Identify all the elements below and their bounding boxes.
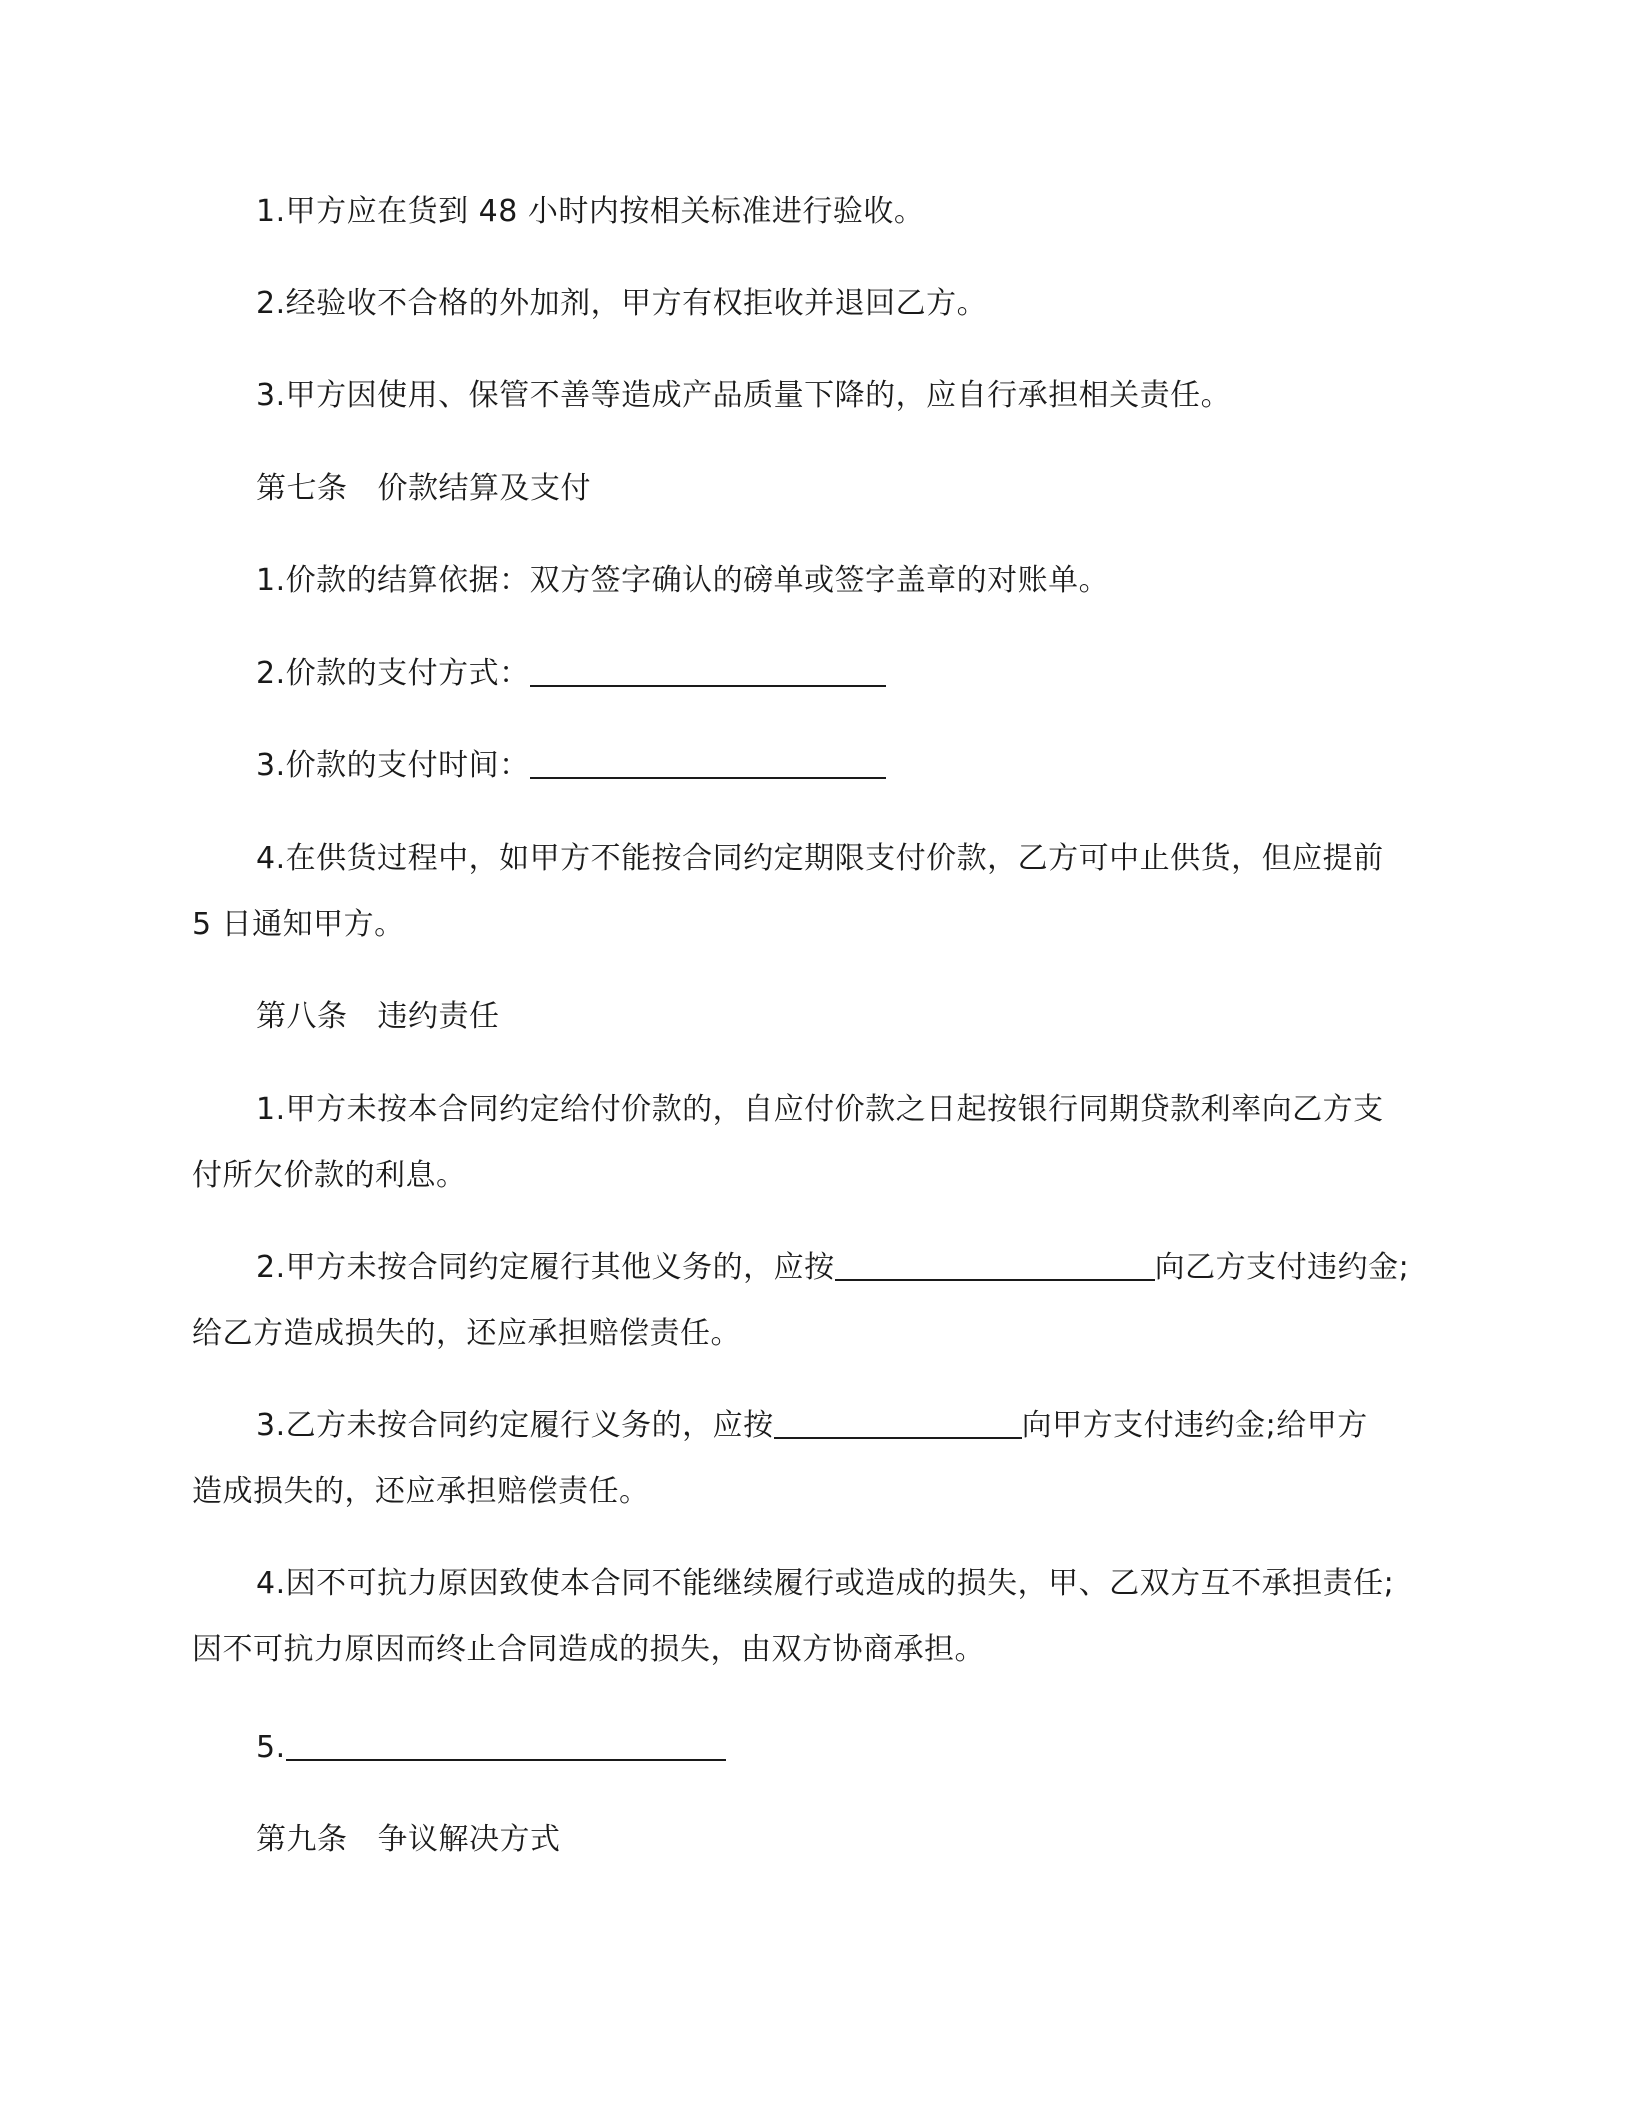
penalty-b-blank	[774, 1407, 1022, 1439]
clause-8-3-pre: 3.乙方未按合同约定履行义务的，应按	[256, 1408, 774, 1443]
clause-8-4-line2: 因不可抗力原因而终止合同造成的损失，由双方协商承担。	[192, 1632, 985, 1667]
article-9-heading	[256, 1820, 561, 1860]
clause-6-2: 2.经验收不合格的外加剂，甲方有权拒收并退回乙方。	[256, 286, 988, 321]
clause-8-2-post: 向乙方支付违约金;	[1154, 1250, 1410, 1285]
clause-8-5	[256, 1728, 726, 1768]
penalty-a-blank	[835, 1249, 1155, 1281]
clause-7-4-line2: 5 日通知甲方。	[192, 907, 405, 942]
clause-8-1-line1: 1.甲方未按本合同约定给付价款的，自应付价款之日起按银行同期贷款利率向乙方支	[256, 1092, 1384, 1127]
article-8-heading	[256, 997, 500, 1037]
clause-7-3-label: 3.价款的支付时间：	[256, 748, 530, 783]
clause-8-2-pre: 2.甲方未按合同约定履行其他义务的，应按	[256, 1250, 835, 1285]
clause-8-2-line2: 给乙方造成损失的，还应承担赔偿责任。	[192, 1316, 741, 1351]
article-8-title: 违约责任	[377, 999, 500, 1034]
payment-method-blank	[530, 655, 886, 687]
clause-7-1: 1.价款的结算依据：双方签字确认的磅单或签字盖章的对账单。	[256, 563, 1110, 598]
clause-7-4-line1: 4.在供货过程中，如甲方不能按合同约定期限支付价款，乙方可中止供货，但应提前	[256, 841, 1384, 876]
clause-8-4-line1: 4.因不可抗力原因致使本合同不能继续履行或造成的损失，甲、乙双方互不承担责任;	[256, 1566, 1395, 1601]
article-8-number: 第八条	[256, 999, 348, 1034]
clause-8-3-line2: 造成损失的，还应承担赔偿责任。	[192, 1474, 650, 1509]
clause-8-5-label: 5.	[256, 1730, 286, 1765]
clause-8-2-line1	[256, 1248, 1409, 1288]
clause-7-2-label: 2.价款的支付方式：	[256, 656, 530, 691]
clause-7-2	[256, 654, 886, 694]
clause-8-1-line2: 付所欠价款的利息。	[192, 1158, 467, 1193]
clause-8-3-line1	[256, 1406, 1368, 1446]
clause-7-3	[256, 746, 886, 786]
article-9-number: 第九条	[256, 1822, 348, 1857]
article-9-title: 争议解决方式	[377, 1822, 561, 1857]
clause-8-5-blank	[286, 1729, 726, 1761]
clause-8-3-post: 向甲方支付违约金;给甲方	[1021, 1408, 1368, 1443]
clause-6-1: 1.甲方应在货到 48 小时内按相关标准进行验收。	[256, 194, 925, 229]
article-7-title: 价款结算及支付	[377, 471, 591, 506]
article-7-heading	[256, 469, 591, 509]
clause-6-3: 3.甲方因使用、保管不善等造成产品质量下降的，应自行承担相关责任。	[256, 378, 1232, 413]
article-7-number: 第七条	[256, 471, 348, 506]
payment-time-blank	[530, 747, 886, 779]
